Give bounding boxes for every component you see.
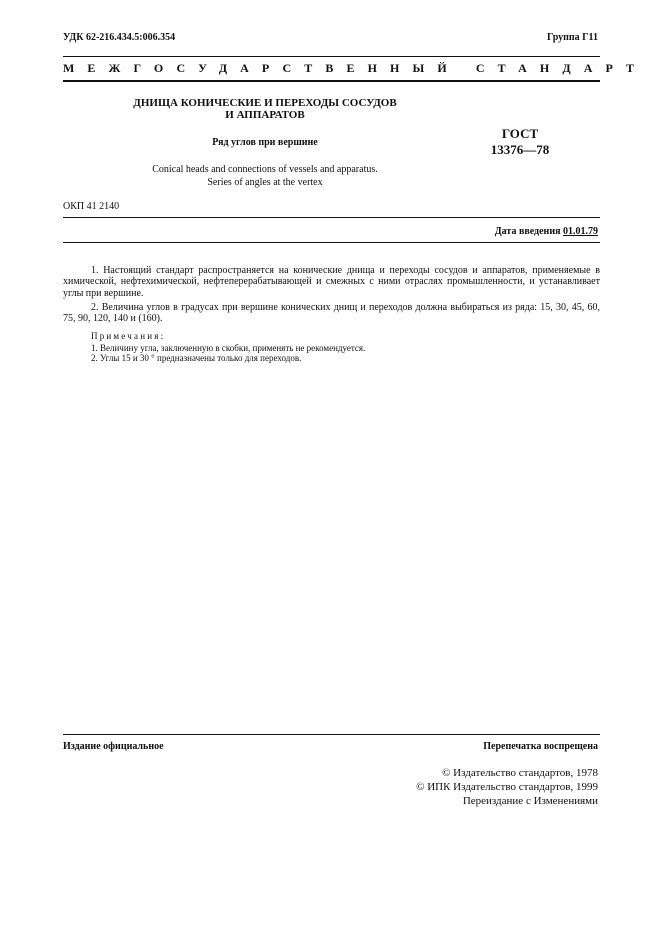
date-value: 01.01.79 (563, 226, 598, 237)
official-edition: Издание официальное (63, 741, 164, 752)
date-rule (63, 242, 600, 243)
reprint-prohibited: Перепечатка воспрещена (483, 741, 598, 752)
document-title (95, 97, 435, 121)
footer-rule (63, 734, 600, 735)
okp-rule (63, 217, 600, 218)
paragraph-2: 2. Величина углов в градусах при вершине конических днищ и переходов должна выбираться из ряда: 15, 30, 45, 60, 75, 90, 120, 140 и (160). (63, 302, 600, 325)
english-title-line-2: Series of angles at the vertex (207, 177, 323, 188)
title-line-1: ДНИЩА КОНИЧЕСКИЕ И ПЕРЕХОДЫ СОСУДОВ (133, 97, 397, 109)
date-label: Дата введения (494, 226, 561, 237)
copyright-1978: © Издательство стандартов, 1978 (442, 767, 598, 779)
standard-type-banner: МЕЖГОСУДАРСТВЕННЫЙ СТАНДАРТ (63, 61, 648, 75)
okp-code: ОКП 41 2140 (63, 201, 120, 212)
english-title-line-1: Conical heads and connections of vessels and apparatus. (152, 164, 378, 175)
effective-date (495, 226, 598, 237)
gost-designation (460, 126, 580, 158)
note-1: 1. Величину угла, заключенную в скобки, применять не рекомендуется. (91, 343, 366, 353)
reissue-note: Переиздание с Изменениями (462, 795, 598, 807)
english-title (95, 163, 435, 189)
title-line-2: И АППАРАТОВ (225, 109, 305, 121)
top-rule (63, 56, 600, 57)
paragraph-1: 1. Настоящий стандарт распространяется на конические днища и переходы сосудов и аппаратов, применяемые в химической, нефтехимической, нефтеперерабатывающей и смежных с ними отраслях промышленности, и устанавливает углы при вершине. (63, 265, 600, 299)
notes-heading: Примечания: (91, 331, 166, 341)
banner-bottom-rule (63, 80, 600, 82)
copyright-1999: © ИПК Издательство стандартов, 1999 (416, 781, 598, 793)
udk-code: УДК 62-216.434.5:006.354 (63, 32, 176, 43)
gost-number: 13376—78 (490, 142, 550, 157)
document-subtitle: Ряд углов при вершине (212, 137, 318, 148)
group-code: Группа Г11 (547, 32, 598, 43)
note-2: 2. Углы 15 и 30 ° предназначены только для переходов. (91, 353, 302, 363)
gost-label: ГОСТ (501, 126, 539, 141)
